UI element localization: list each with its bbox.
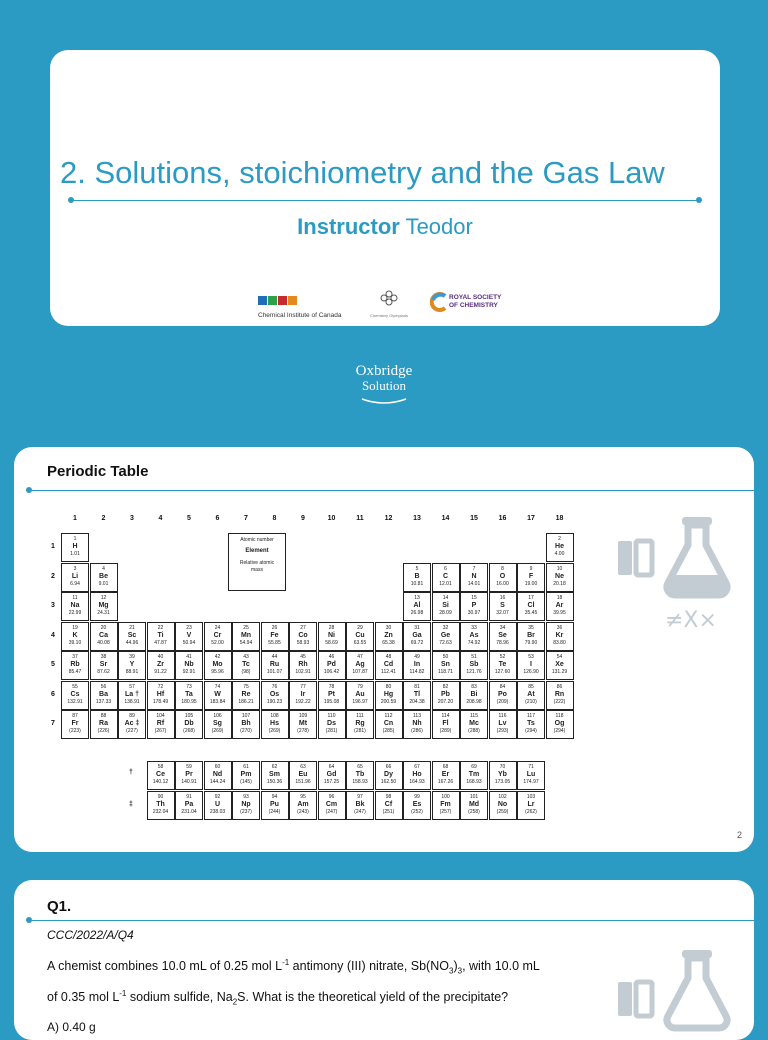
element-cell-tm: 69 Tm 168.93 bbox=[460, 761, 488, 790]
instructor-line bbox=[50, 214, 720, 240]
actinide-mark: ‡ bbox=[129, 801, 133, 808]
group-number: 1 bbox=[73, 515, 77, 522]
element-cell-ir: 77 Ir 192.22 bbox=[289, 681, 317, 710]
element-cell-og: 118 Og (294) bbox=[546, 710, 574, 739]
element-cell-ho: 67 Ho 164.93 bbox=[403, 761, 431, 790]
element-cell-pt: 78 Pt 195.08 bbox=[318, 681, 346, 710]
divider-dot-left bbox=[68, 197, 74, 203]
element-cell-sb: 51 Sb 121.76 bbox=[460, 651, 488, 680]
element-cell-mt: 109 Mt (278) bbox=[289, 710, 317, 739]
element-cell-hg: 80 Hg 200.59 bbox=[375, 681, 403, 710]
flower-icon bbox=[377, 288, 401, 308]
element-cell-sc: 21 Sc 44.96 bbox=[118, 622, 146, 651]
element-cell-ge: 32 Ge 72.63 bbox=[432, 622, 460, 651]
periodic-table-slide bbox=[14, 447, 754, 852]
element-cell-rf: 104 Rf (267) bbox=[147, 710, 175, 739]
rsc-c-icon bbox=[430, 292, 448, 312]
element-cell-mc: 115 Mc (288) bbox=[460, 710, 488, 739]
element-cell-sn: 50 Sn 118.71 bbox=[432, 651, 460, 680]
element-cell-po: 84 Po (209) bbox=[489, 681, 517, 710]
element-cell-br: 35 Br 79.90 bbox=[517, 622, 545, 651]
element-cell-k: 19 K 39.10 bbox=[61, 622, 89, 651]
element-cell-nb: 41 Nb 92.91 bbox=[175, 651, 203, 680]
element-cell-pr: 59 Pr 140.91 bbox=[175, 761, 203, 790]
element-cell-ds: 110 Ds (281) bbox=[318, 710, 346, 739]
element-cell-re: 75 Re 186.21 bbox=[232, 681, 260, 710]
element-cell-u: 92 U 238.03 bbox=[204, 791, 232, 820]
element-cell-ag: 47 Ag 107.87 bbox=[346, 651, 374, 680]
element-cell-ti: 22 Ti 47.87 bbox=[147, 622, 175, 651]
period-number: 2 bbox=[51, 572, 55, 580]
question-title: Q1. bbox=[47, 898, 72, 915]
element-cell-si: 14 Si 28.09 bbox=[432, 592, 460, 621]
element-cell-bi: 83 Bi 208.98 bbox=[460, 681, 488, 710]
element-cell-th: 90 Th 232.04 bbox=[147, 791, 175, 820]
element-cell-sg: 106 Sg (269) bbox=[204, 710, 232, 739]
rsc-logo: ROYAL SOCIETY OF CHEMISTRY bbox=[430, 292, 448, 317]
question-divider bbox=[28, 920, 754, 921]
element-cell-fe: 26 Fe 55.85 bbox=[261, 622, 289, 651]
element-cell-ta: 73 Ta 180.95 bbox=[175, 681, 203, 710]
title-divider bbox=[70, 200, 700, 201]
slide-heading: Periodic Table bbox=[47, 463, 149, 480]
element-cell-la: 57 La † 138.91 bbox=[118, 681, 146, 710]
element-cell-tl: 81 Tl 204.38 bbox=[403, 681, 431, 710]
element-cell-mg: 12 Mg 24.31 bbox=[90, 592, 118, 621]
element-cell-lv: 116 Lv (293) bbox=[489, 710, 517, 739]
group-number: 14 bbox=[441, 515, 450, 522]
group-number: 5 bbox=[187, 515, 191, 522]
element-cell-h: 1 H 1.01 bbox=[61, 533, 89, 562]
chemistry-flask-icon bbox=[610, 509, 740, 639]
element-cell-cu: 29 Cu 63.55 bbox=[346, 622, 374, 651]
element-cell-tb: 65 Tb 158.93 bbox=[346, 761, 374, 790]
group-number: 3 bbox=[130, 515, 134, 522]
element-cell-kr: 36 Kr 83.80 bbox=[546, 622, 574, 651]
element-cell-se: 34 Se 78.96 bbox=[489, 622, 517, 651]
element-cell-ca: 20 Ca 40.08 bbox=[90, 622, 118, 651]
group-number: 16 bbox=[498, 515, 507, 522]
element-cell-co: 27 Co 58.93 bbox=[289, 622, 317, 651]
period-number: 7 bbox=[51, 720, 55, 727]
element-cell-lr: 103 Lr (262) bbox=[517, 791, 545, 820]
element-cell-cs: 55 Cs 132.91 bbox=[61, 681, 89, 710]
question-slide bbox=[14, 880, 754, 1040]
element-cell-pa: 91 Pa 231.04 bbox=[175, 791, 203, 820]
element-cell-nd: 60 Nd 144.24 bbox=[204, 761, 232, 790]
element-cell-nh: 113 Nh (286) bbox=[403, 710, 431, 739]
element-cell-rh: 45 Rh 102.91 bbox=[289, 651, 317, 680]
element-cell-eu: 63 Eu 151.96 bbox=[289, 761, 317, 790]
element-cell-v: 23 V 50.94 bbox=[175, 622, 203, 651]
divider-dot bbox=[26, 917, 32, 923]
group-number: 11 bbox=[356, 515, 364, 522]
group-number: 17 bbox=[527, 515, 535, 522]
element-cell-rn: 86 Rn (222) bbox=[546, 681, 574, 710]
element-cell-lu: 71 Lu 174.97 bbox=[517, 761, 545, 790]
element-cell-s: 16 S 32.07 bbox=[489, 592, 517, 621]
element-cell-md: 101 Md (258) bbox=[460, 791, 488, 820]
element-cell-ac: 89 Ac ‡ (227) bbox=[118, 710, 146, 739]
element-cell-yb: 70 Yb 173.05 bbox=[489, 761, 517, 790]
element-cell-zr: 40 Zr 91.22 bbox=[147, 651, 175, 680]
element-cell-he: 2 He 4.00 bbox=[546, 533, 574, 562]
element-cell-in: 49 In 114.82 bbox=[403, 651, 431, 680]
element-legend: Atomic number Element Relative atomic mass bbox=[228, 533, 286, 591]
group-number: 18 bbox=[555, 515, 564, 522]
element-cell-pd: 46 Pd 106.42 bbox=[318, 651, 346, 680]
element-cell-ar: 18 Ar 39.95 bbox=[546, 592, 574, 621]
element-cell-db: 105 Db (268) bbox=[175, 710, 203, 739]
group-number: 12 bbox=[384, 515, 393, 522]
element-cell-p: 15 P 30.97 bbox=[460, 592, 488, 621]
divider-dot bbox=[26, 487, 32, 493]
slide-title: 2. Solutions, stoichiometry and the Gas Law bbox=[60, 155, 665, 190]
group-number: 7 bbox=[244, 515, 248, 522]
element-cell-np: 93 Np (237) bbox=[232, 791, 260, 820]
element-cell-bh: 107 Bh (270) bbox=[232, 710, 260, 739]
brand-swoosh-icon bbox=[354, 397, 414, 405]
element-cell-rb: 37 Rb 85.47 bbox=[61, 651, 89, 680]
divider-dot-right bbox=[696, 197, 702, 203]
svg-text:≠X⨯: ≠X⨯ bbox=[665, 608, 717, 633]
element-cell-at: 85 At (210) bbox=[517, 681, 545, 710]
element-cell-pm: 61 Pm (145) bbox=[232, 761, 260, 790]
element-cell-ni: 28 Ni 58.69 bbox=[318, 622, 346, 651]
element-cell-as: 33 As 74.92 bbox=[460, 622, 488, 651]
element-cell-no: 102 No (259) bbox=[489, 791, 517, 820]
element-cell-sr: 38 Sr 87.62 bbox=[90, 651, 118, 680]
element-cell-fr: 87 Fr (223) bbox=[61, 710, 89, 739]
element-cell-c: 6 C 12.01 bbox=[432, 563, 460, 592]
group-number: 15 bbox=[470, 515, 478, 522]
element-cell-n: 7 N 14.01 bbox=[460, 563, 488, 592]
group-number: 10 bbox=[327, 515, 336, 522]
element-cell-te: 52 Te 127.60 bbox=[489, 651, 517, 680]
element-cell-y: 39 Y 88.91 bbox=[118, 651, 146, 680]
element-cell-w: 74 W 183.84 bbox=[204, 681, 232, 710]
element-cell-fm: 100 Fm (257) bbox=[432, 791, 460, 820]
element-cell-bk: 97 Bk (247) bbox=[346, 791, 374, 820]
element-cell-sm: 62 Sm 150.36 bbox=[261, 761, 289, 790]
element-cell-f: 9 F 19.00 bbox=[517, 563, 545, 592]
element-cell-cr: 24 Cr 52.00 bbox=[204, 622, 232, 651]
element-cell-au: 79 Au 196.97 bbox=[346, 681, 374, 710]
element-cell-pb: 82 Pb 207.20 bbox=[432, 681, 460, 710]
element-cell-os: 76 Os 190.23 bbox=[261, 681, 289, 710]
group-number: 4 bbox=[158, 515, 163, 522]
group-number: 6 bbox=[215, 515, 220, 522]
question-source: CCC/2022/A/Q4 bbox=[47, 928, 134, 942]
element-cell-ne: 10 Ne 20.18 bbox=[546, 563, 574, 592]
element-cell-er: 68 Er 167.26 bbox=[432, 761, 460, 790]
instructor-name: Teodor bbox=[405, 214, 473, 239]
period-number: 4 bbox=[51, 631, 55, 639]
element-cell-li: 3 Li 6.94 bbox=[61, 563, 89, 592]
period-number: 1 bbox=[51, 543, 55, 550]
oxbridge-logo: Oxbridge Solution bbox=[0, 364, 768, 410]
element-cell-ba: 56 Ba 137.33 bbox=[90, 681, 118, 710]
group-number: 2 bbox=[101, 515, 106, 522]
element-cell-es: 99 Es (252) bbox=[403, 791, 431, 820]
element-cell-al: 13 Al 26.98 bbox=[403, 592, 431, 621]
element-cell-mo: 42 Mo 95.96 bbox=[204, 651, 232, 680]
element-cell-rg: 111 Rg (281) bbox=[346, 710, 374, 739]
group-number: 9 bbox=[301, 515, 305, 522]
chemistry-flask-icon bbox=[610, 942, 740, 1040]
element-cell-cd: 48 Cd 112.41 bbox=[375, 651, 403, 680]
element-cell-cn: 112 Cn (285) bbox=[375, 710, 403, 739]
element-cell-b: 5 B 10.81 bbox=[403, 563, 431, 592]
element-cell-o: 8 O 16.00 bbox=[489, 563, 517, 592]
title-slide bbox=[50, 50, 720, 326]
element-cell-zn: 30 Zn 65.38 bbox=[375, 622, 403, 651]
group-number: 13 bbox=[413, 515, 421, 522]
period-number: 5 bbox=[51, 661, 55, 668]
instructor-label: Instructor bbox=[297, 214, 400, 239]
element-cell-fl: 114 Fl (289) bbox=[432, 710, 460, 739]
element-cell-cf: 98 Cf (251) bbox=[375, 791, 403, 820]
cic-logo: Chemical Institute of Canada bbox=[258, 292, 341, 319]
element-cell-ru: 44 Ru 101.07 bbox=[261, 651, 289, 680]
element-cell-i: 53 I 126.90 bbox=[517, 651, 545, 680]
element-cell-cm: 96 Cm (247) bbox=[318, 791, 346, 820]
element-cell-ce: 58 Ce 140.12 bbox=[147, 761, 175, 790]
element-cell-gd: 64 Gd 157.25 bbox=[318, 761, 346, 790]
element-cell-pu: 94 Pu (244) bbox=[261, 791, 289, 820]
question-text: A chemist combines 10.0 mL of 0.25 mol $L^{-1}$ antimony (III) nitrate, $Sb(NO_3)_3$, with 10.0 mL of 0.35 mol $L^{-1}$ sodium sulfide, $Na_2S$. What is the theoretical yield of the precipitate? bbox=[47, 958, 540, 1007]
group-number: 8 bbox=[272, 515, 277, 522]
option-a: A) 0.40 g bbox=[47, 1020, 96, 1034]
element-cell-na: 11 Na 22.99 bbox=[61, 592, 89, 621]
element-cell-ts: 117 Ts (294) bbox=[517, 710, 545, 739]
element-cell-am: 95 Am (243) bbox=[289, 791, 317, 820]
element-cell-tc: 43 Tc (98) bbox=[232, 651, 260, 680]
period-number: 3 bbox=[51, 602, 55, 609]
element-cell-hf: 72 Hf 178.49 bbox=[147, 681, 175, 710]
partner-logos bbox=[50, 288, 720, 318]
element-cell-cl: 17 Cl 35.45 bbox=[517, 592, 545, 621]
page-number: 2 bbox=[736, 830, 742, 840]
element-cell-be: 4 Be 9.01 bbox=[90, 563, 118, 592]
period-number: 6 bbox=[51, 690, 55, 698]
element-cell-ga: 31 Ga 69.72 bbox=[403, 622, 431, 651]
element-cell-hs: 108 Hs (269) bbox=[261, 710, 289, 739]
heading-divider bbox=[28, 490, 754, 491]
element-cell-mn: 25 Mn 54.94 bbox=[232, 622, 260, 651]
cco-logo: Chemistry Olympiads bbox=[370, 288, 408, 318]
element-cell-xe: 54 Xe 131.29 bbox=[546, 651, 574, 680]
element-cell-ra: 88 Ra (226) bbox=[90, 710, 118, 739]
lanthanide-mark: † bbox=[129, 769, 133, 776]
element-cell-dy: 66 Dy 162.50 bbox=[375, 761, 403, 790]
